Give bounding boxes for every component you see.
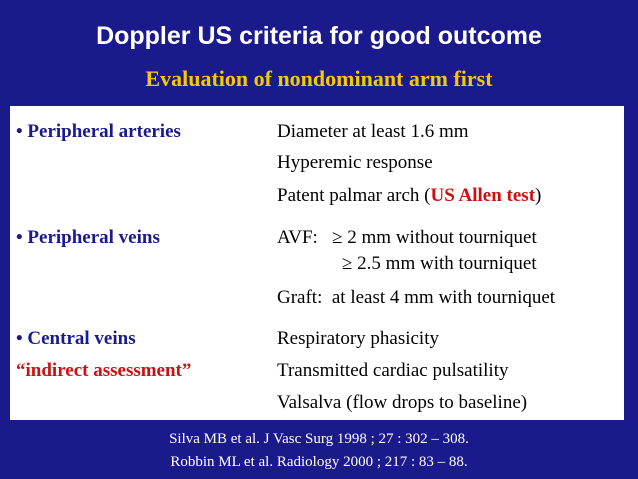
veins-graft-line: Graft: at least 4 mm with tourniquet [277,287,556,308]
reference-2: Robbin ML et al. Radiology 2000 ; 217 : 83 – 88. [170,454,468,470]
central-criterion-3: Valsalva (flow drops to baseline) [277,392,528,413]
peripheral-arteries-label: • Peripheral arteries [16,121,181,142]
palmar-suffix: ) [535,185,542,206]
central-criterion-1: Respiratory phasicity [277,328,439,349]
indirect-assessment-note: “indirect assessment” [16,360,192,381]
palmar-prefix: Patent palmar arch ( [277,185,431,206]
slide-title: Doppler US criteria for good outcome [96,22,542,50]
peripheral-veins-label: • Peripheral veins [16,227,160,248]
arteries-criterion-1: Diameter at least 1.6 mm [277,121,469,142]
content-panel [10,106,624,420]
veins-avf-line-2: ≥ 2.5 mm with tourniquet [342,253,537,274]
central-veins-label: • Central veins [16,328,136,349]
veins-avf-line-1: AVF: ≥ 2 mm without tourniquet [277,227,537,248]
us-allen-test: US Allen test [430,185,536,206]
arteries-criterion-3 [277,186,541,205]
central-criterion-2: Transmitted cardiac pulsatility [277,360,509,381]
slide-subtitle: Evaluation of nondominant arm first [145,66,493,91]
reference-1: Silva MB et al. J Vasc Surg 1998 ; 27 : 302 – 308. [169,431,469,447]
arteries-criterion-2: Hyperemic response [277,152,433,173]
